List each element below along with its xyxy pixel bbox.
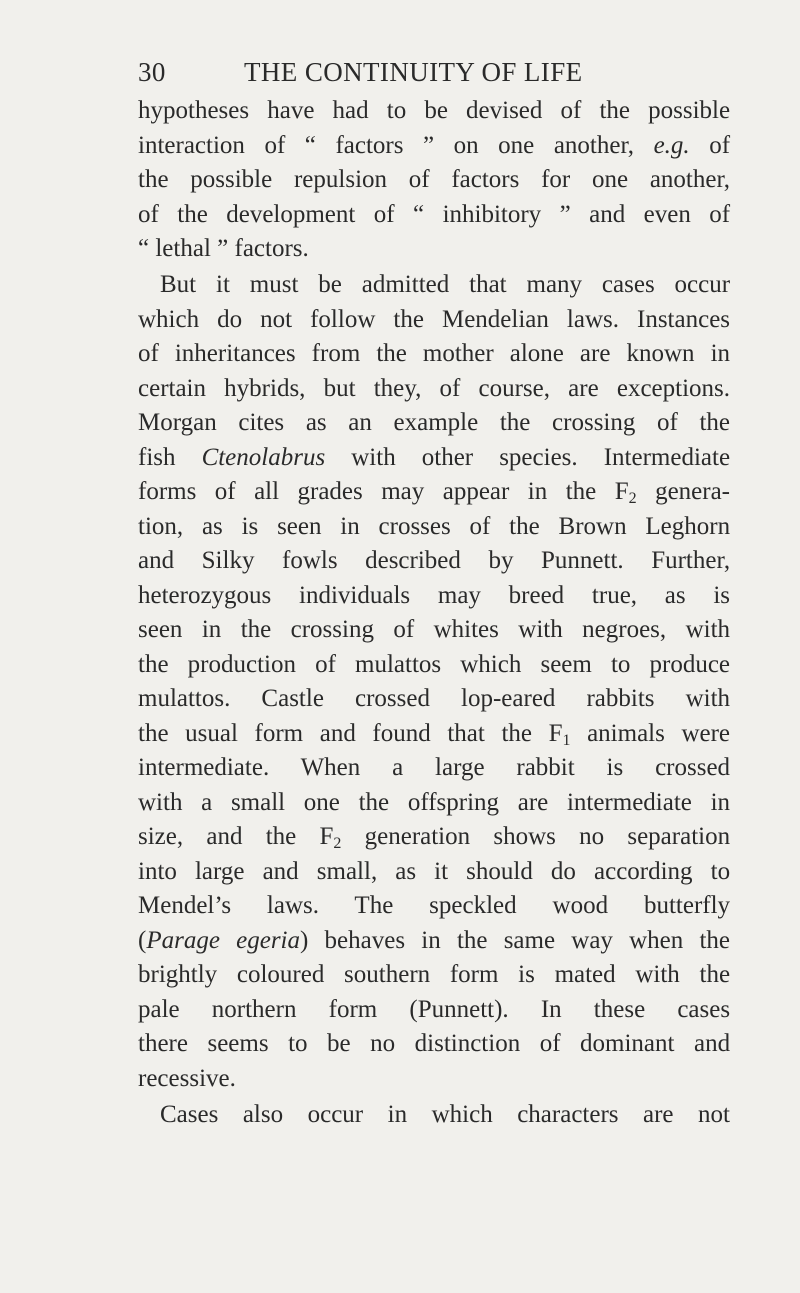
text-line: intermediate. When a large rabbit is crossed <box>138 754 731 781</box>
text-line: Morgan cites as an example the crossing of the <box>138 409 731 436</box>
text-line: of the development of “ inhibitory ” and even of <box>138 200 731 228</box>
text-line: of inheritances from the mother alone are known in <box>138 340 731 367</box>
text-line: heterozygous individuals may breed true, as is <box>138 581 731 609</box>
text-line: “ lethal ” factors. <box>138 235 309 262</box>
text-line: tion, as is seen in crosses of the Brown Leghorn <box>138 512 731 540</box>
text-line: certain hybrids, but they, of course, are exceptions. <box>138 374 731 402</box>
text-line: forms of all grades may appear in the $F_2$ genera- <box>138 478 731 507</box>
text-line: into large and small, as it should do according to <box>138 857 731 885</box>
text-line: seen in the crossing of whites with negroes, with <box>138 616 731 643</box>
text-line: brightly coloured southern form is mated with the <box>138 961 731 988</box>
text-line: Mendel’s laws. The speckled wood butterfly <box>138 892 731 919</box>
text-line: But it must be admitted that many cases occur <box>160 271 731 298</box>
text-line: the production of mulattos which seem to produce <box>138 650 731 678</box>
body-text <box>138 94 730 1132</box>
text-line: (Parage egeria) behaves in the same way when the <box>138 926 731 954</box>
text-line: Cases also occur in which characters are not <box>160 1100 730 1128</box>
page-number: 30 <box>138 57 166 87</box>
text-line: with a small one the offspring are intermediate in <box>138 788 731 816</box>
running-head <box>138 52 730 92</box>
text-line: interaction of “ factors ” on one another, e.g. of <box>138 131 731 159</box>
text-line: and Silky fowls described by Punnett. Further, <box>138 547 731 574</box>
text-line: which do not follow the Mendelian laws. Instances <box>138 305 731 333</box>
text-line: pale northern form (Punnett). In these cases <box>138 995 731 1023</box>
text-line: there seems to be no distinction of dominant and <box>138 1030 731 1057</box>
text-line: hypotheses have had to be devised of the possible <box>138 97 731 124</box>
text-line: mulattos. Castle crossed lop-eared rabbits with <box>138 685 731 712</box>
text-line: the usual form and found that the $F_1$ animals were <box>138 719 731 749</box>
text-line: size, and the $F_2$ generation shows no separation <box>138 823 731 852</box>
running-title: THE CONTINUITY OF LIFE <box>244 57 583 87</box>
text-line: the possible repulsion of factors for one another, <box>138 166 731 193</box>
text-line: recessive. <box>138 1064 236 1092</box>
text-line: fish Ctenolabrus with other species. Intermediate <box>138 443 731 471</box>
